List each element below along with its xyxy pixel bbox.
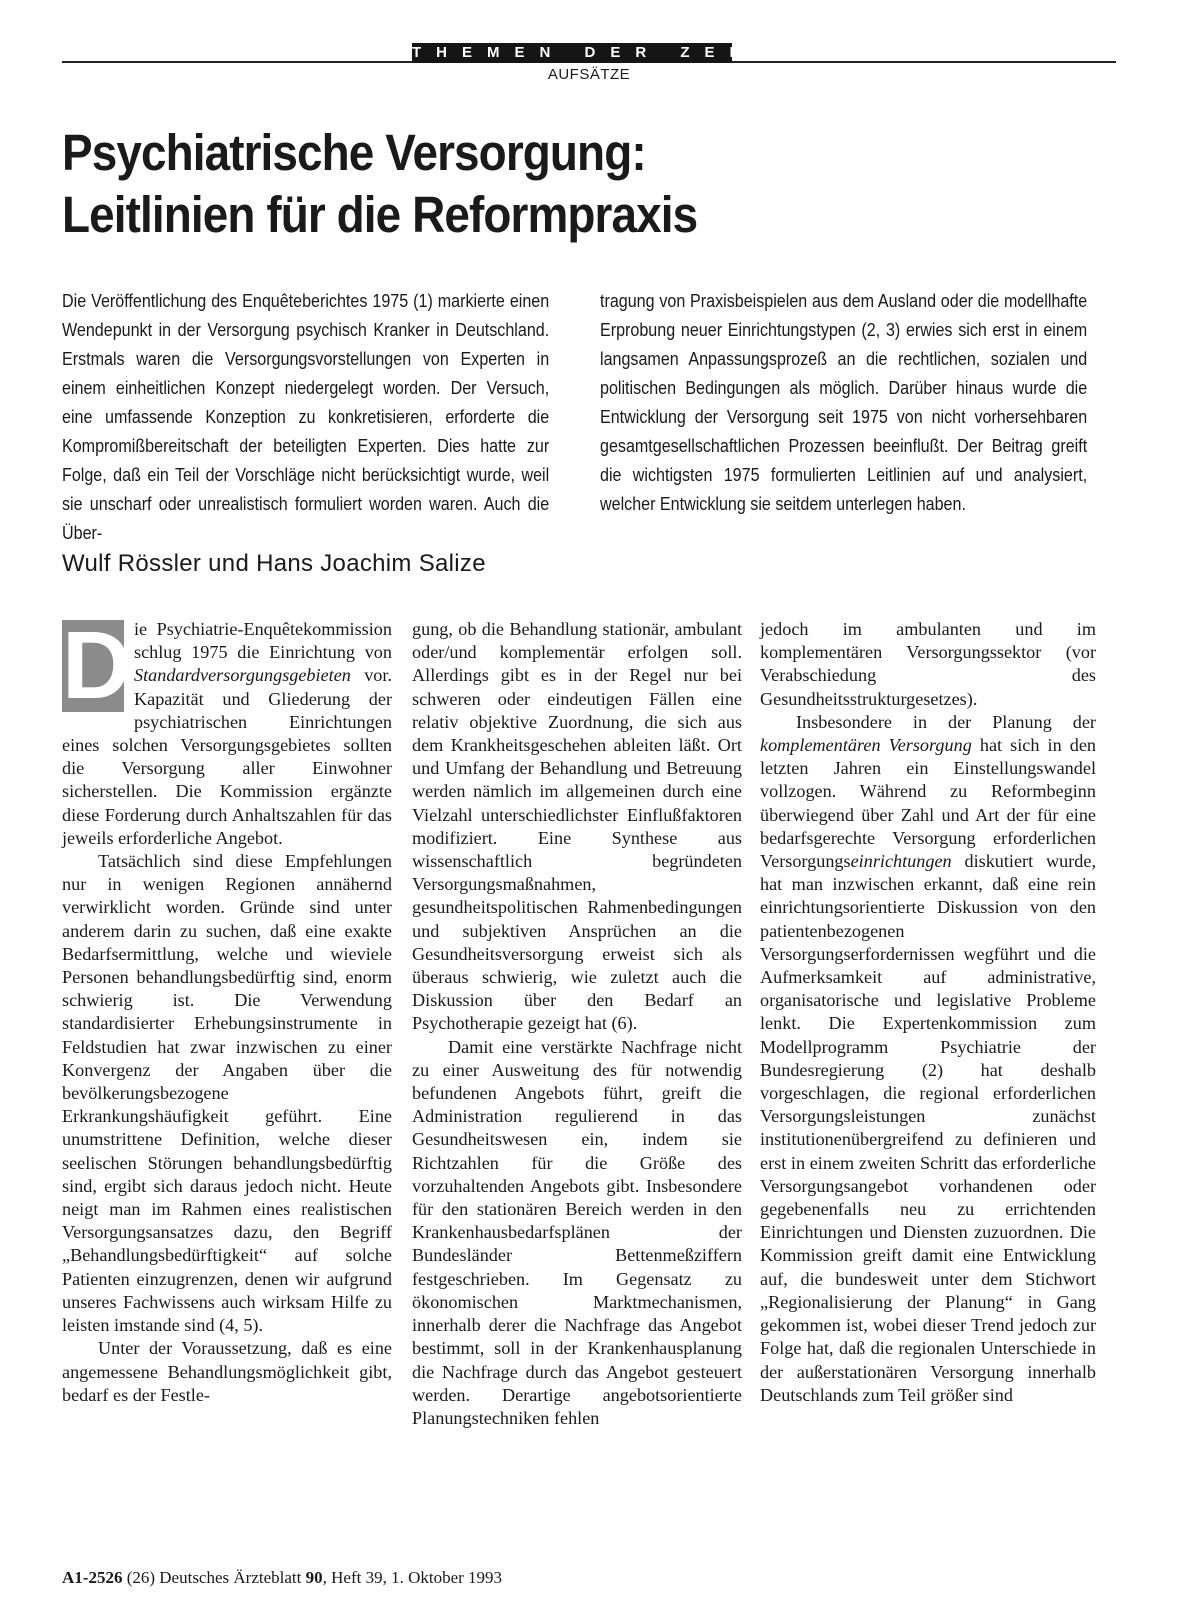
paragraph <box>62 612 392 850</box>
paragraph <box>760 711 1096 1407</box>
text-run: diskutiert wurde, hat man inzwischen erkannt, daß eine rein einrichtungsorientierte Diskussion von den patientenbezogenen Versorgungserfordernissen wegführt und die Aufmerksamkeit auf administrative, organisatorische und legislative Probleme lenkt. Die Expertenkommission zum Modellprogramm Psychiatrie der Bundesregierung (2) hat deshalb vorgeschlagen, die regional erforderlichen Versorgungsleistungen zunächst institutionenübergreifend zu definieren und erst in einem zweiten Schritt das erforderliche Versorgungsangebot vorhandenen oder gegebenenfalls neu zu errichtenden Einrichtungen und Diensten zuzuordnen. Die Kommission greift damit eine Entwicklung auf, die bundesweit unter dem Stichwort „Regionalisierung der Planung“ in Gang gekommen ist, wobei dieser Trend jedoch zur Folge hat, daß die regionalen Unterschiede in der außerstationären Versorgung innerhalb Deutschlands zum Teil größer sind <box>760 851 1096 1405</box>
body-column-3 <box>760 618 1096 1407</box>
section-tag: THEMEN DER ZEIT <box>412 44 773 61</box>
paragraph: jedoch im ambulanten und im komplementären Versorgungssektor (vor Verabschiedung des Gesundheitsstrukturgesetzes). <box>760 619 1096 709</box>
text-run: Insbesondere in der Planung der <box>796 711 1096 732</box>
article-title-line-1: Psychiatrische Versorgung: <box>62 124 646 181</box>
text-run: ie Psychiatrie-Enquêtekommission schlug 1975 die Einrichtung von <box>134 619 392 663</box>
drop-cap: D <box>62 612 132 719</box>
page-reference: A1-2526 <box>62 1568 123 1587</box>
paragraph: gung, ob die Behandlung stationär, ambulant oder/und komplementär erfolgen soll. Allerdings gibt es in der Regel nur bei schweren oder eindeutigen Fällen eine relativ objektive Zuordnung, die sich aus dem Krankheitsgeschehen ableiten läßt. Ort und Umfang der Behandlung und Betreuung werden nämlich im allgemeinen durch eine Vielzahl unterschiedlichster Einflußfaktoren modifiziert. Eine Synthese aus wissenschaftlich begründeten Versorgungsmaßnahmen, gesundheitspolitischen Rahmenbedingungen und subjektiven Ansprüchen an die Gesundheitsversorgung erweist sich als überaus schwierig, wie zuletzt auch die Diskussion über den Bedarf an Psychotherapie gezeigt hat (6). <box>412 619 742 1034</box>
journal-citation: (26) Deutsches Ärzteblatt <box>126 1568 306 1587</box>
header-rule-left <box>62 61 412 63</box>
paragraph: Tatsächlich sind diese Empfehlungen nur in wenigen Regionen annähernd verwirklicht worden. Gründe sind unter anderem darin zu suchen, daß eine exakte Bedarfsermittlung, welche und wieviele Personen behandlungsbedürftig sind, enorm schwierig ist. Die Verwendung standardisierter Erhebungsinstrumente in Feldstudien hat zwar inzwischen zu einer Konvergenz der Angaben über die bevölkerungsbezogene Erkrankungshäufigkeit geführt. Eine unumstrittene Definition, welche dieser seelischen Störungen behandlungsbedürftig sind, ergibt sich daraus jedoch nicht. Heute neigt man im Rahmen eines realistischen Versorgungsansatzes dazu, den Begriff „Behandlungsbedürftigkeit“ auf solche Patienten einzugrenzen, denen wir aufgrund unseres Fachwissens auch wirksam Hilfe zu leisten imstande sind (4, 5). <box>62 851 392 1336</box>
journal-issue-date: , Heft 39, 1. Oktober 1993 <box>322 1568 503 1587</box>
authors-byline: Wulf Rössler und Hans Joachim Salize <box>62 550 486 577</box>
body-column-2 <box>412 618 742 1430</box>
emphasis: Standardversorgungsgebieten <box>134 665 351 686</box>
paragraph: Damit eine verstärkte Nachfrage nicht zu einer Ausweitung des für notwendig befundenen Angebots führt, greift die Administration regulierend in das Gesundheitswesen ein, indem sie Richtzahlen für die Größe des vorzuhaltenden Angebots gibt. Insbesondere für den stationären Bereich werden in den Krankenhausbedarfsplänen der Bundesländer Bettenmeßziffern festgeschrieben. Im Gegensatz zu ökonomischen Marktmechanismen, innerhalb derer die Nachfrage das Angebot bestimmt, soll in der Krankenhausplanung die Nachfrage durch das Angebot gesteuert werden. Derartige angebotsorientierte Planungstechniken fehlen <box>412 1036 742 1428</box>
article-title-line-2: Leitlinien für die Reformpraxis <box>62 186 698 243</box>
article-title <box>62 122 1016 246</box>
body-column-1 <box>62 612 392 1407</box>
abstract-column-2: tragung von Praxisbeispielen aus dem Ausland oder die modellhafte Erprobung neuer Einrichtungstypen (2, 3) erwies sich erst in einem langsamen Anpassungsprozeß an die rechtlichen, sozialen und politischen Bedingungen als möglich. Darüber hinaus wurde die Entwicklung der Versorgung seit 1975 von nicht vorhersehbaren gesamtgesellschaftlichen Prozessen beeinflußt. Der Beitrag greift die wichtigsten 1975 formulierten Leitlinien auf und analysiert, welcher Entwicklung sie seitdem unterlegen haben. <box>600 290 1088 514</box>
text-run: hat sich in den letzten Jahren ein Einstellungswandel vollzogen. Während zu Reformbeginn überwiegend über Zahl und Art der für eine bedarfsgerechte Versorgung erforderlichen Versorgungs <box>760 735 1096 872</box>
emphasis: komplementären Versorgung <box>760 735 972 756</box>
emphasis: einrichtungen <box>850 851 952 872</box>
paragraph: Unter der Voraussetzung, daß es eine angemessene Behandlungsmöglichkeit gibt, bedarf es der Festle- <box>62 1338 392 1405</box>
journal-volume: 90 <box>305 1568 323 1587</box>
subsection-label: AUFSÄTZE <box>547 66 631 83</box>
page-footer <box>62 1568 502 1588</box>
header-rule-right <box>732 61 1116 63</box>
text-run: vor. Kapazität und Gliederung der psychiatrischen Einrichtungen eines solchen Versorgungsgebietes sollten die Versorgung aller Einwohner sicherstellen. Die Kommission ergänzte diese Forderung durch Anhaltszahlen für das jeweils erforderliche Angebot. <box>62 665 392 848</box>
abstract-column-1: Die Veröffentlichung des Enquêteberichtes 1975 (1) markierte einen Wendepunkt in der Versorgung psychisch Kranker in Deutschland. Erstmals waren die Versorgungsvorstellungen von Experten in einem einheitlichen Konzept niedergelegt worden. Der Versuch, eine umfassende Konzeption zu konkretisieren, erforderte die Kompromißbereitschaft der beteiligten Experten. Dies hatte zur Folge, daß ein Teil der Vorschläge nicht berücksichtigt wurde, weil sie unscharf oder unrealistisch formuliert worden waren. Auch die Über- <box>62 290 550 543</box>
